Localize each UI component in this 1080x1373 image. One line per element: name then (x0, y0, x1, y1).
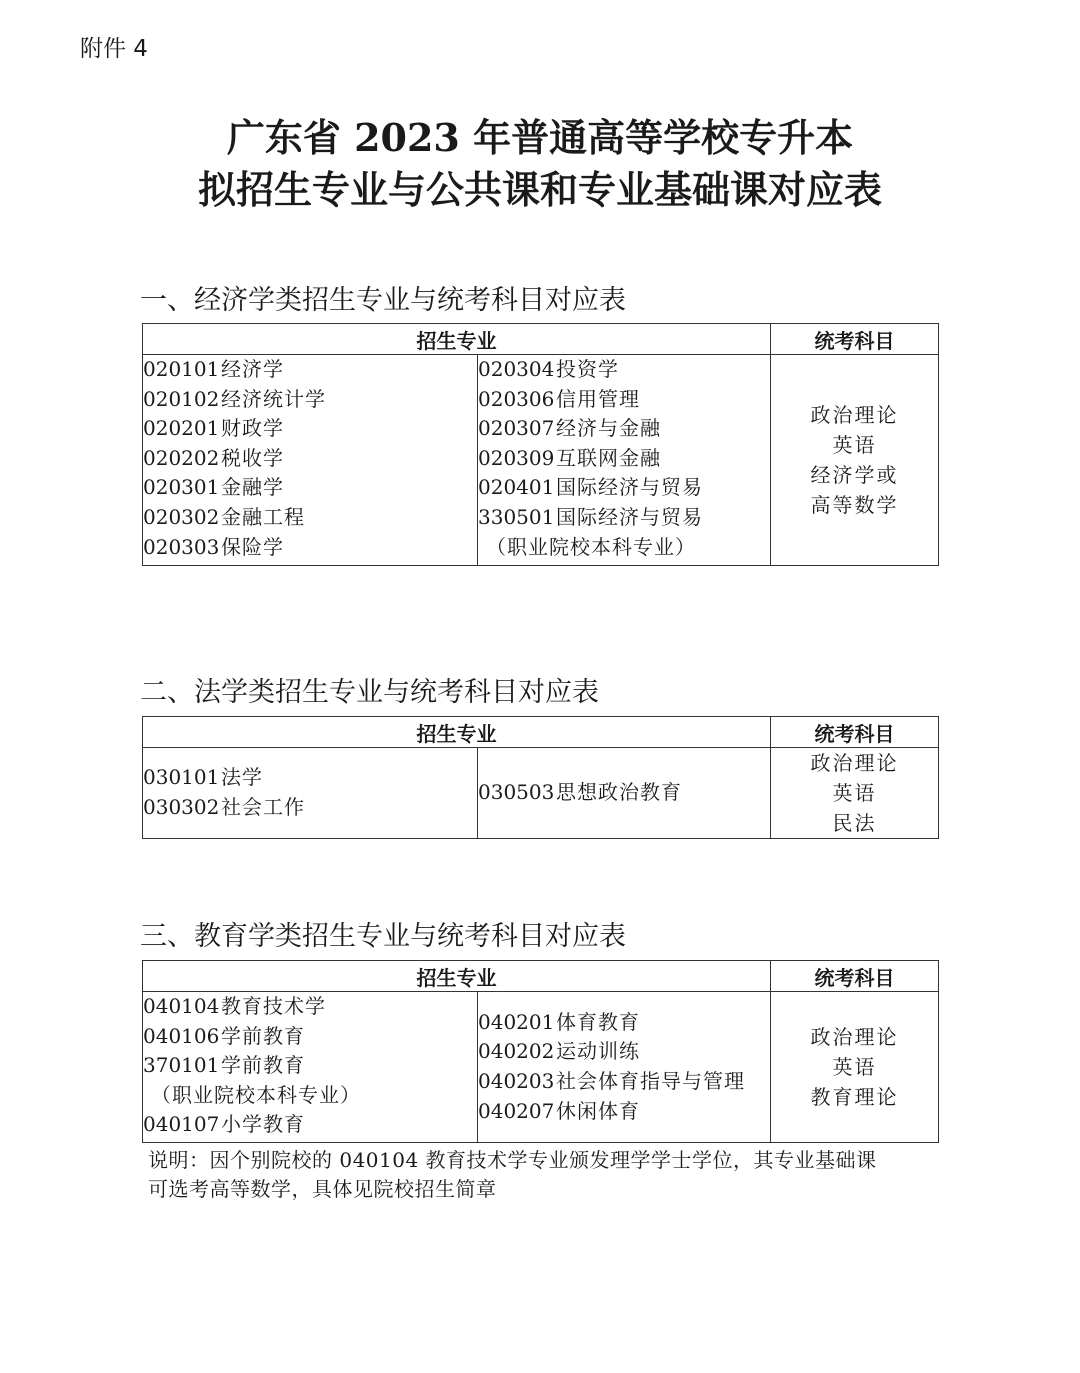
section-2-heading: 二、法学类招生专业与统考科目对应表 (140, 677, 599, 708)
major-item (143, 1022, 477, 1052)
attachment-label: 附件 4 (80, 36, 148, 62)
footnote-line-2: 可选考高等数学，具体见院校招生简章 (148, 1177, 497, 1201)
major-item (478, 473, 770, 503)
major-item (143, 793, 477, 823)
major-item (143, 533, 477, 563)
subjects-header: 统考科目 (771, 324, 939, 355)
major-name: 经济学 (221, 357, 284, 381)
major-name: 金融工程 (221, 504, 305, 529)
major-item (478, 778, 770, 808)
subject-item: 经济学或 (810, 463, 899, 487)
major-note (478, 533, 770, 563)
footnote-line-1: 说明：因个别院校的 040104 教育技术学专业颁发理学学士学位，其专业基础课 (148, 1148, 877, 1172)
subject-item: 政治理论 (810, 403, 899, 427)
majors-header: 招生专业 (143, 961, 771, 992)
major-name: 学前教育 (221, 1023, 305, 1048)
major-name: 投资学 (556, 357, 619, 381)
majors-column-1 (143, 355, 478, 566)
subject-item: 政治理论 (810, 1025, 899, 1049)
major-name: 国际经济与贸易 (556, 504, 703, 529)
subjects-header: 统考科目 (771, 717, 939, 748)
subjects-cell (771, 748, 939, 839)
major-item (478, 444, 770, 474)
major-name: 保险学 (221, 534, 284, 559)
major-name: 运动训练 (556, 1039, 640, 1064)
major-item (143, 355, 477, 385)
major-code: 370101 (143, 1053, 220, 1078)
major-note (143, 1081, 477, 1111)
major-code: 030101 (143, 765, 220, 790)
major-name: 休闲体育 (556, 1098, 640, 1123)
document-title-line-2: 拟招生专业与公共课和专业基础课对应表 (197, 167, 882, 212)
major-item (478, 414, 770, 444)
major-code: 020303 (143, 534, 220, 559)
major-item (478, 503, 770, 533)
major-name: 互联网金融 (556, 445, 661, 470)
major-code: 020201 (143, 416, 220, 441)
major-item (143, 473, 477, 503)
major-name: 教育技术学 (221, 994, 326, 1018)
major-code: 040201 (478, 1009, 555, 1034)
major-code: 020102 (143, 386, 220, 411)
major-code: 020306 (478, 386, 555, 411)
major-name: 小学教育 (221, 1112, 305, 1137)
major-name: 体育教育 (556, 1009, 640, 1034)
section-3-heading: 三、教育学类招生专业与统考科目对应表 (140, 921, 626, 952)
major-code: 020301 (143, 475, 220, 500)
major-name: 国际经济与贸易 (556, 475, 703, 500)
major-name: （职业院校本科专业） (486, 534, 696, 559)
major-name: 信用管理 (556, 386, 640, 411)
major-code: 040202 (478, 1039, 555, 1064)
subject-item: 英语 (832, 781, 877, 805)
major-code: 020304 (478, 357, 555, 381)
major-code: 020101 (143, 357, 220, 381)
major-name: 经济与金融 (556, 416, 661, 441)
major-name: 社会体育指导与管理 (556, 1069, 745, 1093)
major-item (143, 503, 477, 533)
major-item (478, 1008, 770, 1038)
subject-item: 民法 (832, 811, 877, 835)
major-code: 040104 (143, 994, 220, 1018)
major-item (143, 1110, 477, 1140)
major-code: 030503 (478, 780, 555, 805)
major-code: 020202 (143, 445, 220, 470)
majors-column-2 (478, 992, 771, 1143)
major-name: 学前教育 (221, 1053, 305, 1078)
major-item (478, 385, 770, 415)
major-name: 税收学 (221, 445, 284, 470)
majors-header: 招生专业 (143, 324, 771, 355)
document-title-line-1: 广东省 2023 年普通高等学校专升本 (226, 115, 854, 160)
subjects-cell (771, 355, 939, 566)
majors-column-2 (478, 355, 771, 566)
major-name: 经济统计学 (221, 386, 326, 411)
major-item (143, 763, 477, 793)
major-code: 040106 (143, 1023, 220, 1048)
major-name: 社会工作 (221, 795, 305, 819)
footnote (148, 1146, 948, 1204)
major-item (143, 414, 477, 444)
section-2-table (142, 716, 939, 839)
major-code: 040207 (478, 1098, 555, 1123)
major-item (143, 444, 477, 474)
major-item (478, 1067, 770, 1097)
major-code: 040203 (478, 1069, 555, 1093)
subjects-header: 统考科目 (771, 961, 939, 992)
majors-column-1 (143, 992, 478, 1143)
subject-item: 高等数学 (810, 493, 899, 517)
major-code: 330501 (478, 504, 555, 529)
major-code: 020401 (478, 475, 555, 500)
major-code: 040107 (143, 1112, 220, 1137)
major-name: 金融学 (221, 475, 284, 500)
major-code: 020309 (478, 445, 555, 470)
section-1-heading: 一、经济学类招生专业与统考科目对应表 (140, 285, 626, 316)
major-item (143, 992, 477, 1022)
majors-header: 招生专业 (143, 717, 771, 748)
major-code: 030302 (143, 795, 220, 819)
majors-column-1 (143, 748, 478, 839)
major-item (143, 1051, 477, 1081)
major-name: 思想政治教育 (556, 780, 682, 805)
section-1-table (142, 323, 939, 566)
subjects-cell (771, 992, 939, 1143)
major-item (143, 385, 477, 415)
major-name: （职业院校本科专业） (151, 1082, 361, 1107)
major-name: 财政学 (221, 416, 284, 441)
majors-column-2 (478, 748, 771, 839)
major-item (478, 355, 770, 385)
subject-item: 教育理论 (810, 1085, 899, 1109)
subject-item: 英语 (832, 1055, 877, 1079)
major-code: 020302 (143, 504, 220, 529)
major-item (478, 1037, 770, 1067)
major-code: 020307 (478, 416, 555, 441)
section-3-table (142, 960, 939, 1143)
major-item (478, 1097, 770, 1127)
subject-item: 英语 (832, 433, 877, 457)
subject-item: 政治理论 (810, 751, 899, 775)
major-name: 法学 (221, 765, 263, 790)
